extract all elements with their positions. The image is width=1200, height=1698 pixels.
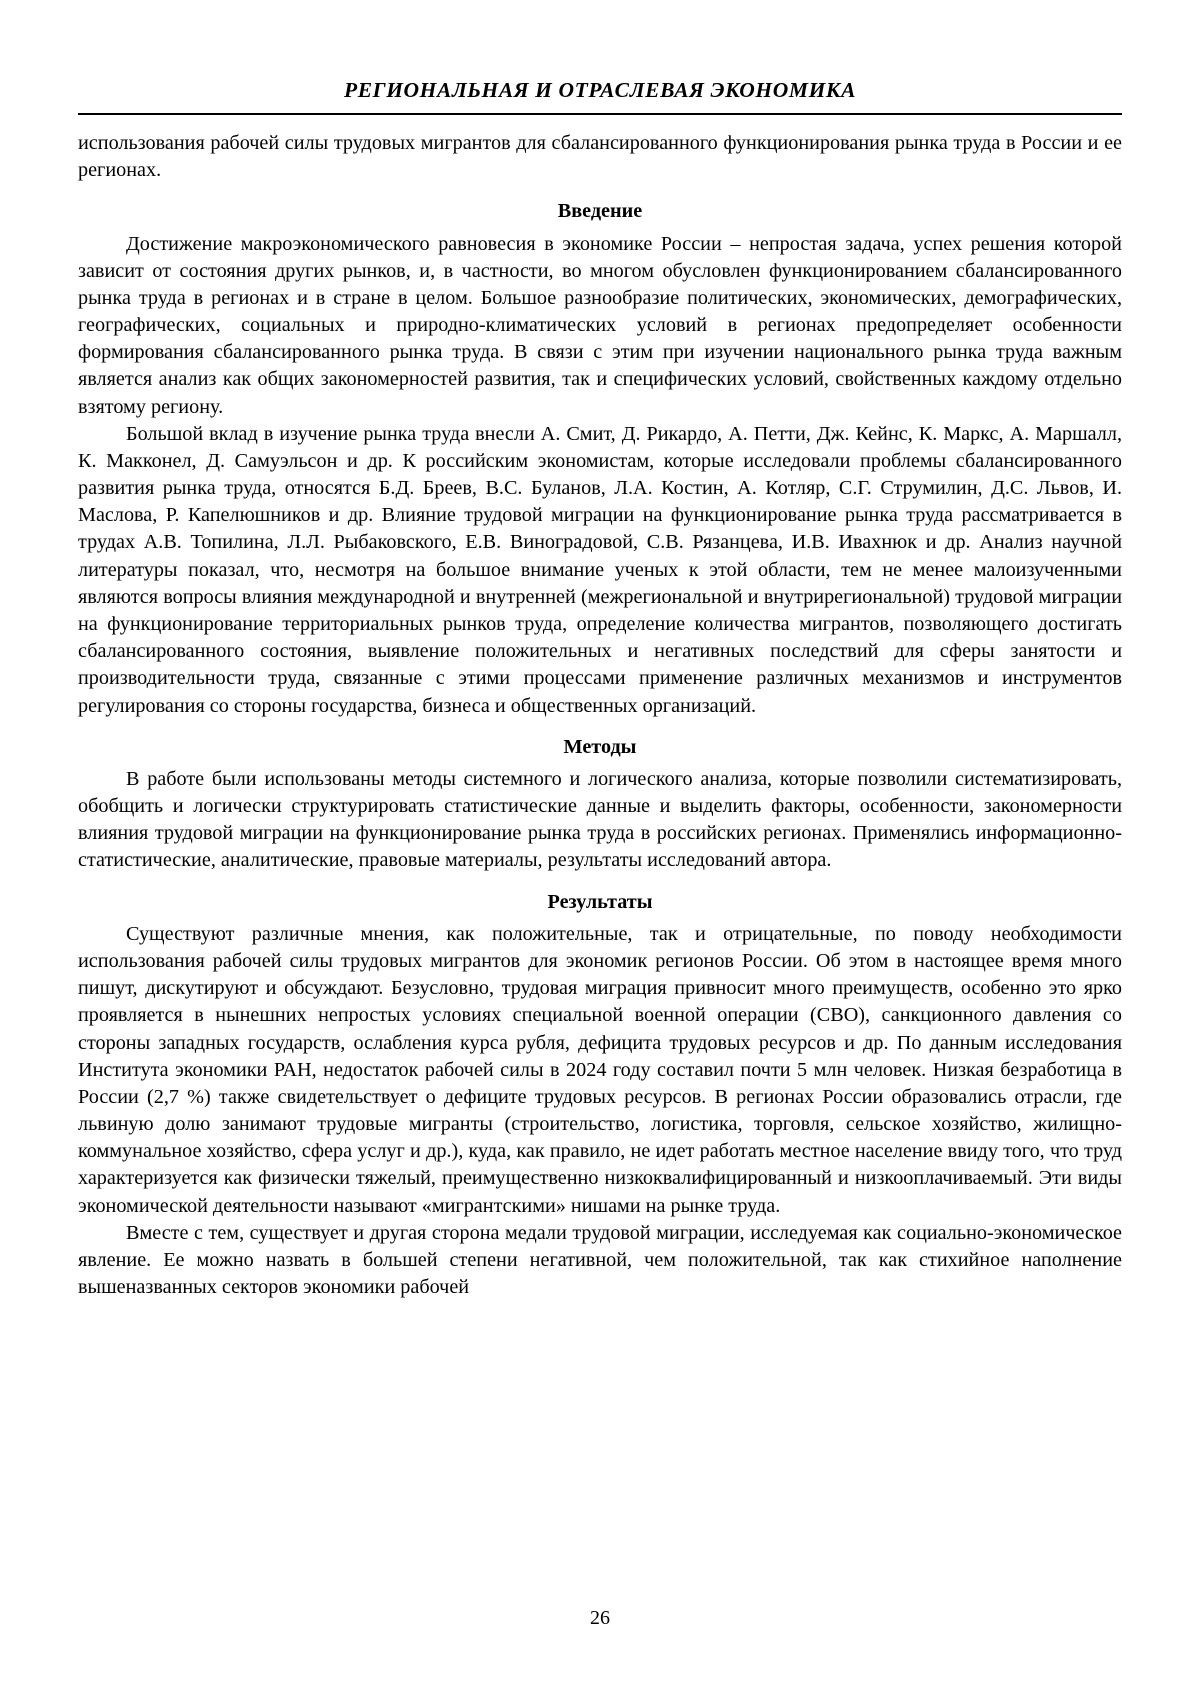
page-number: 26: [590, 1607, 610, 1629]
continued-paragraph: использования рабочей силы трудовых мигрантов для сбалансированного функционирования рынка труда в России и ее регионах.: [78, 132, 1122, 182]
running-header-title: РЕГИОНАЛЬНАЯ И ОТРАСЛЕВАЯ ЭКОНОМИКА: [343, 78, 857, 102]
page-content: [78, 130, 1122, 1301]
paragraph-results-1: Существуют различные мнения, как положительные, так и отрицательные, по поводу необходимости использования рабочей силы трудовых мигрантов для экономик регионов России. Об этом в настоящее время много пишут, дискутируют и обсуждают. Безусловно, трудовая миграция привносит много преимуществ, особенно это ярко проявляется в нынешних непростых условиях специальной военной операции (СВО), санкционного давления со стороны западных государств, ослабления курса рубля, дефицита трудовых ресурсов и др. По данным исследования Института экономики РАН, недостаток рабочей силы в 2024 году составил почти 5 млн человек. Низкая безработица в России (2,7 %) также свидетельствует о дефиците трудовых ресурсов. В регионах России образовались отрасли, где львиную долю занимают трудовые мигранты (строительство, логистика, торговля, сельское хозяйство, жилищно-коммунальное хозяйство, сфера услуг и др.), куда, как правило, не идет работать местное население ввиду того, что труд характеризуется как физически тяжелый, преимущественно низкоквалифицированный и низкооплачиваемый. Эти виды экономической деятельности называют «мигрантскими» нишами на рынке труда.: [78, 922, 1122, 1217]
paragraph-intro-1: Достижение макроэкономического равновесия в экономике России – непростая задача, успех решения которой зависит от состояния других рынков, и, в частности, во многом обусловлен функционированием сбалансированного рынка труда в регионах и в стране в целом. Большое разнообразие политических, экономических, демографических, географических, социальных и природно-климатических условий в регионах предопределяет особенности формирования сбалансированного рынка труда. В связи с этим при изучении национального рынка труда важным является анализ как общих закономерностей развития, так и специфических условий, свойственных каждому отдельно взятому региону.: [78, 232, 1122, 418]
section-heading-introduction: Введение: [557, 200, 643, 223]
section-heading-results: Результаты: [547, 890, 653, 913]
running-header: [78, 78, 1122, 103]
paragraph-results-2: Вместе с тем, существует и другая сторона медали трудовой миграции, исследуемая как социально-экономическое явление. Ее можно назвать в большей степени негативной, чем положительной, так как стихийное наполнение вышеназванных секторов экономики рабочей: [78, 1221, 1122, 1299]
section-heading-methods: Методы: [563, 735, 637, 758]
header-divider: [78, 113, 1122, 115]
paragraph-intro-2: Большой вклад в изучение рынка труда внесли А. Смит, Д. Рикардо, А. Петти, Дж. Кейнс, К. Маркс, А. Маршалл, К. Макконел, Д. Самуэльсон и др. К российским экономистам, которые исследовали проблемы сбалансированного развития рынка труда, относятся Б.Д. Бреев, В.С. Буланов, Л.А. Костин, А. Котляр, С.Г. Струмилин, Д.С. Львов, И. Маслова, Р. Капелюшников и др. Влияние трудовой миграции на функционирование рынка труда рассматривается в трудах А.В. Топилина, Л.Л. Рыбаковского, Е.В. Виноградовой, С.В. Рязанцева, И.В. Ивахнюк и др. Анализ научной литературы показал, что, несмотря на большое внимание ученых к этой области, тем не менее малоизученными являются вопросы влияния международной и внутренней (межрегиональной и внутрирегиональной) трудовой миграции на функционирование территориальных рынков труда, определение количества мигрантов, позволяющего достигать сбалансированного состояния, выявление положительных и негативных последствий для сферы занятости и производительности труда, связанные с этими процессами применение различных механизмов и инструментов регулирования со стороны государства, бизнеса и общественных организаций.: [78, 422, 1122, 717]
paragraph-methods-1: В работе были использованы методы системного и логического анализа, которые позволили систематизировать, обобщить и логически структурировать статистические данные и выделить факторы, особенности, закономерности влияния трудовой миграции на функционирование рынка труда в российских регионах. Применялись информационно-статистические, аналитические, правовые материалы, результаты исследований автора.: [78, 767, 1122, 872]
